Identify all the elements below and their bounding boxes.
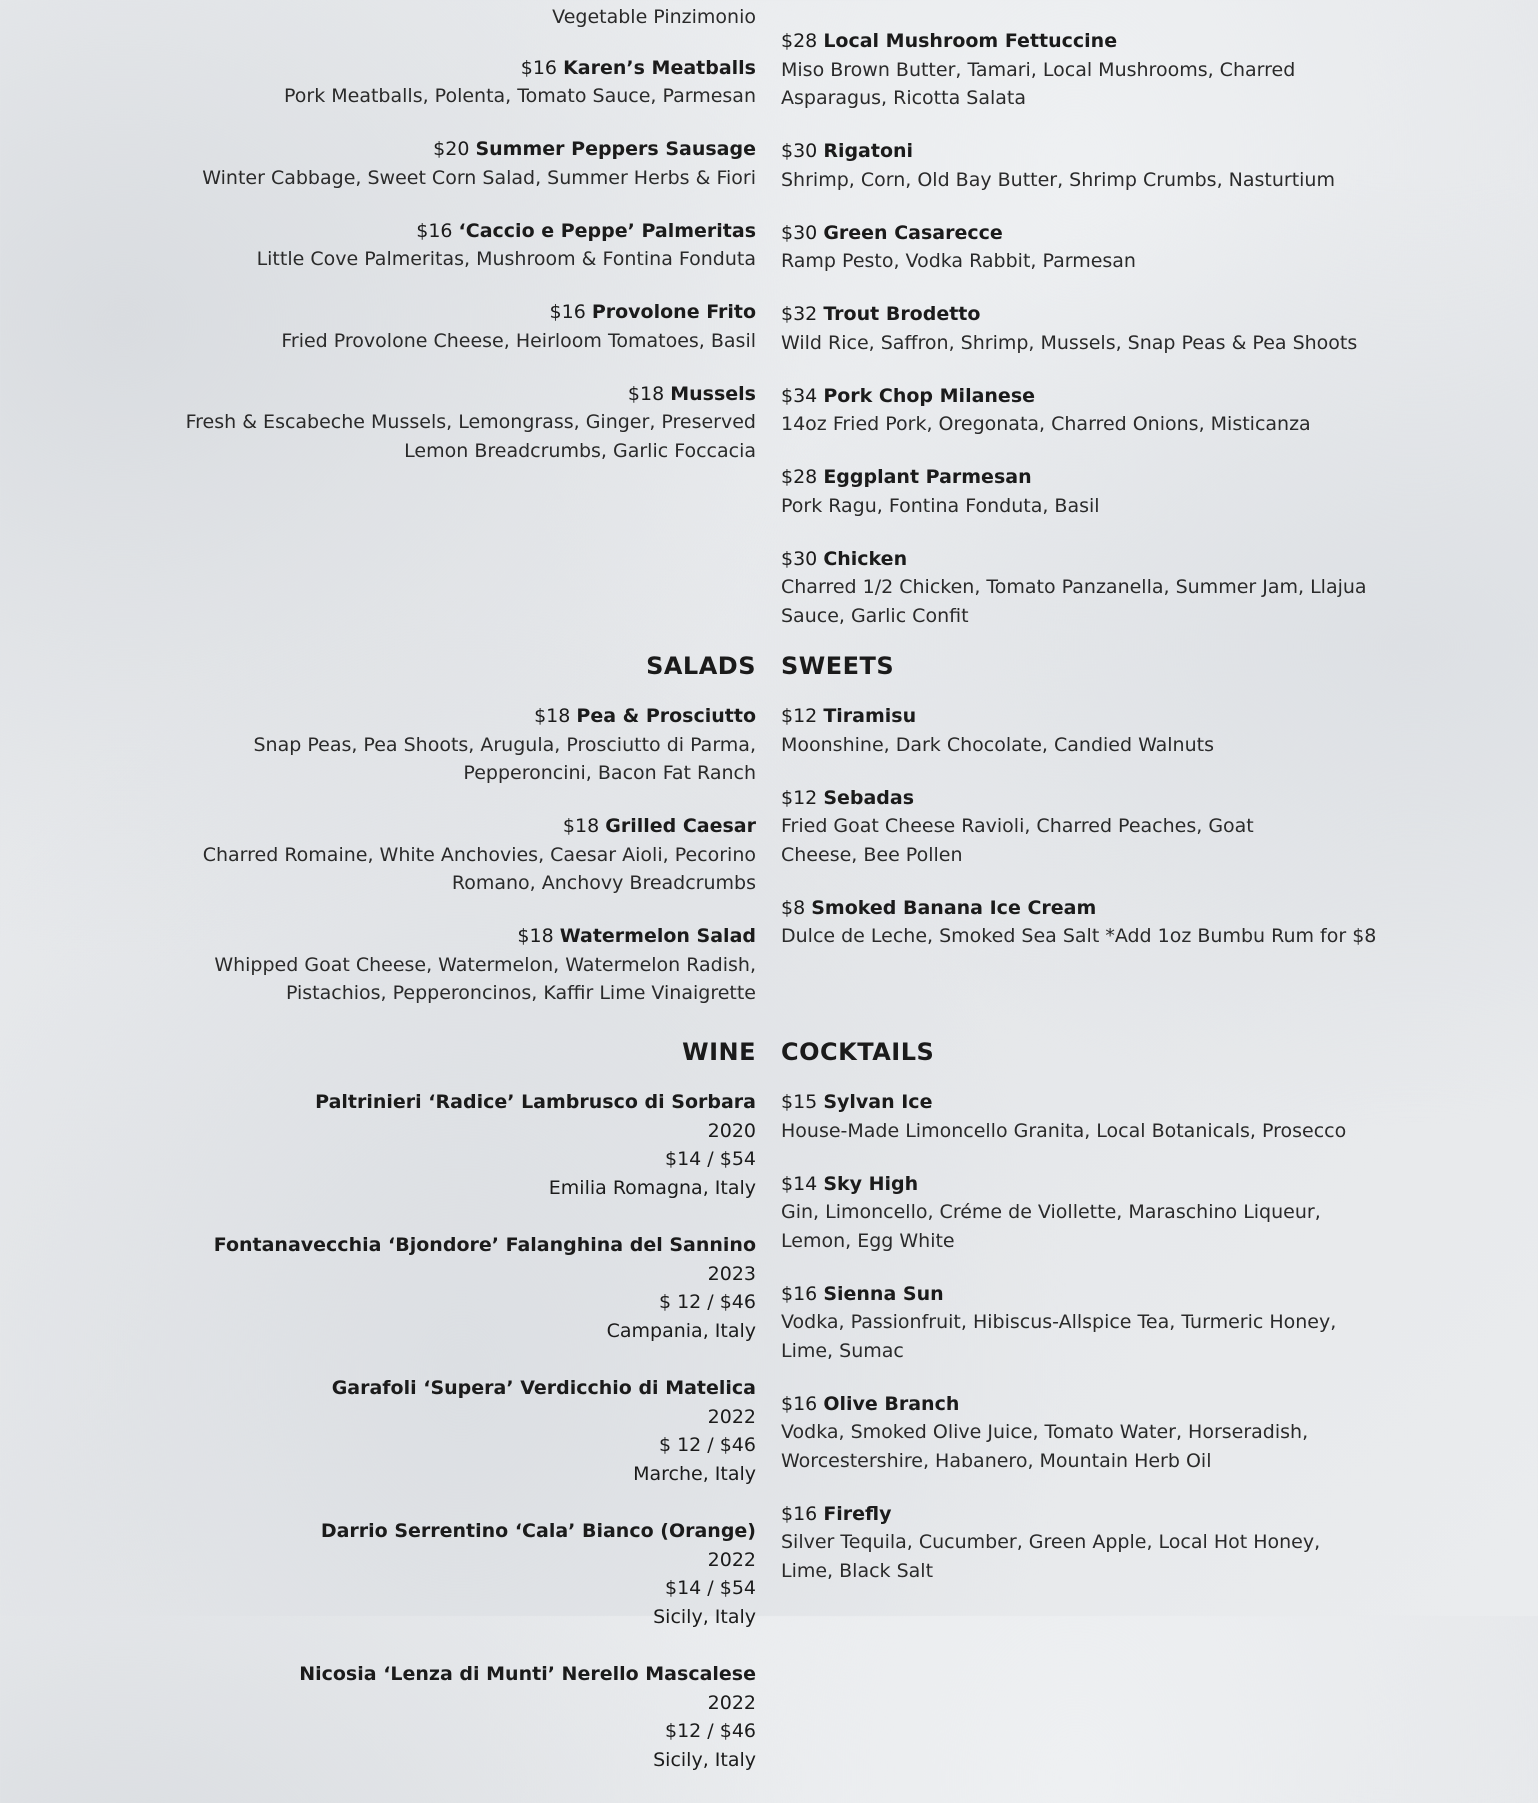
wine-region: Marche, Italy <box>633 1462 756 1485</box>
item-price: $18 <box>534 705 571 727</box>
item-price: $16 <box>520 56 558 79</box>
item-price: $28 <box>781 30 818 52</box>
wine-name: Fontanavecchia ‘Bjondore’ Falanghina del Sannino <box>213 1234 756 1256</box>
item-title <box>150 702 756 731</box>
item-name: Olive Branch <box>823 1392 960 1415</box>
wine-year: 2020 <box>707 1119 756 1142</box>
wine-year: 2022 <box>707 1691 756 1714</box>
wine-name: Paltrinieri ‘Radice’ Lambrusco di Sorbara <box>315 1091 756 1113</box>
item-desc: Wild Rice, Saffron, Shrimp, Mussels, Snap Peas & Pea Shoots <box>781 331 1358 354</box>
wine-year: 2022 <box>707 1405 756 1428</box>
menu-item <box>781 545 1401 631</box>
item-desc: Vodka, Smoked Olive Juice, Tomato Water, Horseradish, Worcestershire, Habanero, Mountain Herb Oil <box>781 1421 1309 1472</box>
menu-item <box>781 382 1401 439</box>
item-title <box>781 1390 1401 1419</box>
wine-title <box>150 1088 756 1145</box>
item-name: Sebadas <box>823 786 915 809</box>
item-price: $28 <box>781 466 818 488</box>
menu-item <box>781 463 1401 520</box>
wine-price: $ 12 / $46 <box>658 1291 756 1313</box>
item-desc: Pork Meatballs, Polenta, Tomato Sauce, Parmesan <box>284 85 756 107</box>
item-name: Grilled Caesar <box>605 815 756 837</box>
item-name: Firefly <box>823 1502 892 1525</box>
item-name: Sylvan Ice <box>823 1091 933 1113</box>
wine-section <box>150 1037 756 1803</box>
item-desc: Fried Goat Cheese Ravioli, Charred Peaches, Goat Cheese, Bee Pollen <box>781 815 1254 866</box>
item-name: Pea & Prosciutto <box>576 705 756 727</box>
section-heading-salads: SALADS <box>646 652 756 680</box>
wine-region: Sicily, Italy <box>653 1748 756 1771</box>
section-heading-wine: WINE <box>682 1038 756 1066</box>
item-name: Summer Peppers Sausage <box>475 138 756 160</box>
item-price: $12 <box>781 705 818 727</box>
item-price: $8 <box>781 896 806 919</box>
menu-item <box>781 702 1401 759</box>
item-name: Green Casarecce <box>823 221 1003 244</box>
wine-year: 2023 <box>707 1262 756 1285</box>
item-title <box>781 702 1401 731</box>
item-price: $18 <box>562 815 600 837</box>
item-title <box>150 812 756 841</box>
item-desc: Gin, Limoncello, Créme de Viollette, Maraschino Liqueur, Lemon, Egg White <box>781 1201 1321 1252</box>
wine-price: $14 / $54 <box>664 1148 756 1170</box>
wine-name: Garafoli ‘Supera’ Verdicchio di Matelica <box>331 1377 756 1399</box>
menu-item <box>150 702 756 788</box>
salads-section <box>150 651 756 1032</box>
menu-item <box>150 135 756 192</box>
item-name: Rigatoni <box>823 140 914 162</box>
item-price: $14 <box>781 1172 818 1195</box>
item-title <box>781 1280 1401 1309</box>
item-title <box>781 463 1401 492</box>
sweets-section <box>781 651 1401 975</box>
item-price: $30 <box>781 140 818 162</box>
menu-item <box>781 784 1401 870</box>
menu-item <box>150 217 756 274</box>
item-desc: Moonshine, Dark Chocolate, Candied Walnuts <box>781 733 1214 756</box>
item-desc: Snap Peas, Pea Shoots, Arugula, Prosciutto di Parma, Pepperoncini, Bacon Fat Ranch <box>253 733 756 784</box>
item-title <box>150 922 756 951</box>
item-price: $16 <box>549 301 586 323</box>
menu-item <box>781 27 1401 113</box>
menu-item <box>781 1170 1401 1256</box>
wine-price: $14 / $54 <box>664 1577 756 1599</box>
wine-item <box>150 1088 756 1202</box>
item-title <box>781 1170 1401 1199</box>
item-desc: Pork Ragu, Fontina Fonduta, Basil <box>781 494 1100 517</box>
menu-item <box>150 812 756 898</box>
section-heading-sweets: SWEETS <box>781 652 895 680</box>
wine-title <box>150 1517 756 1574</box>
right-column <box>781 0 1401 1582</box>
item-title <box>781 1088 1401 1117</box>
menu-item <box>150 54 756 111</box>
item-price: $16 <box>781 1282 818 1305</box>
item-price: $32 <box>781 303 818 325</box>
right-top-section <box>781 27 1401 630</box>
item-desc: Vegetable Pinzimonio <box>552 6 756 28</box>
menu-item-partial <box>150 3 756 32</box>
menu-item <box>781 1088 1401 1145</box>
item-desc: Charred Romaine, White Anchovies, Caesar Aioli, Pecorino Romano, Anchovy Breadcrumbs <box>202 843 756 894</box>
item-name: Smoked Banana Ice Cream <box>811 896 1097 919</box>
item-name: Watermelon Salad <box>559 925 756 947</box>
item-price: $20 <box>433 138 470 160</box>
item-name: Trout Brodetto <box>823 303 981 325</box>
item-desc: Fresh & Escabeche Mussels, Lemongrass, Ginger, Preserved Lemon Breadcrumbs, Garlic Foccacia <box>185 411 756 462</box>
item-desc: 14oz Fried Pork, Oregonata, Charred Onions, Misticanza <box>781 413 1311 435</box>
menu-item <box>781 219 1401 276</box>
menu-item <box>781 1500 1401 1586</box>
left-top-section <box>150 3 756 465</box>
item-title <box>150 217 756 246</box>
item-desc: Little Cove Palmeritas, Mushroom & Fontina Fonduta <box>256 248 756 270</box>
item-price: $30 <box>781 547 818 570</box>
wine-region: Emilia Romagna, Italy <box>548 1176 756 1199</box>
item-name: Mussels <box>670 382 756 405</box>
item-price: $18 <box>627 382 665 405</box>
item-desc: Ramp Pesto, Vodka Rabbit, Parmesan <box>781 250 1136 272</box>
wine-region: Campania, Italy <box>606 1319 756 1342</box>
wine-name: Nicosia ‘Lenza di Munti’ Nerello Mascalese <box>299 1663 756 1685</box>
cocktails-section <box>781 1037 1401 1610</box>
item-name: Karen’s Meatballs <box>563 56 756 79</box>
item-price: $16 <box>781 1392 818 1415</box>
item-desc: Dulce de Leche, Smoked Sea Salt *Add 1oz Bumbu Rum for $8 <box>781 925 1377 947</box>
item-desc: Vodka, Passionfruit, Hibiscus-Allspice Tea, Turmeric Honey, Lime, Sumac <box>781 1311 1337 1362</box>
wine-region: Sicily, Italy <box>653 1605 756 1628</box>
item-title <box>150 54 756 83</box>
wine-title <box>150 1374 756 1431</box>
item-name: Provolone Frito <box>591 301 756 323</box>
item-desc: Whipped Goat Cheese, Watermelon, Watermelon Radish, Pistachios, Pepperoncinos, Kaffir Lime Vinaigrette <box>214 953 756 1004</box>
item-price: $16 <box>781 1502 818 1525</box>
item-title <box>150 298 756 327</box>
item-price: $30 <box>781 221 818 244</box>
item-title <box>781 894 1401 923</box>
menu-item <box>781 1390 1401 1476</box>
wine-item <box>150 1660 756 1774</box>
item-name: Chicken <box>823 547 908 570</box>
item-title <box>781 382 1401 411</box>
item-title <box>150 380 756 409</box>
section-heading-cocktails: COCKTAILS <box>781 1038 935 1066</box>
item-title <box>781 27 1401 56</box>
wine-title <box>150 1660 756 1717</box>
menu-item <box>781 300 1401 357</box>
item-price: $16 <box>416 219 453 242</box>
item-desc: Charred 1/2 Chicken, Tomato Panzanella, Summer Jam, Llajua Sauce, Garlic Confit <box>781 576 1367 627</box>
wine-item <box>150 1517 756 1631</box>
item-desc: Fried Provolone Cheese, Heirloom Tomatoes, Basil <box>281 329 756 352</box>
wine-year: 2022 <box>707 1548 756 1571</box>
item-title <box>150 135 756 164</box>
item-price: $34 <box>781 384 818 407</box>
wine-item <box>150 1231 756 1345</box>
item-title <box>781 545 1401 574</box>
item-name: Sky High <box>823 1172 919 1195</box>
item-title <box>781 1500 1401 1529</box>
wine-price: $12 / $46 <box>664 1720 756 1742</box>
item-name: Pork Chop Milanese <box>823 384 1036 407</box>
item-desc: Miso Brown Butter, Tamari, Local Mushrooms, Charred Asparagus, Ricotta Salata <box>781 58 1296 109</box>
item-name: Local Mushroom Fettuccine <box>823 30 1118 52</box>
item-name: Eggplant Parmesan <box>823 466 1032 488</box>
item-name: Sienna Sun <box>823 1282 944 1305</box>
wine-price: $ 12 / $46 <box>658 1434 756 1456</box>
item-name: ‘Caccio e Peppe’ Palmeritas <box>458 219 756 242</box>
wine-title <box>150 1231 756 1288</box>
item-price: $18 <box>517 925 554 947</box>
item-title <box>781 137 1401 166</box>
item-name: Tiramisu <box>823 705 917 727</box>
item-desc: House-Made Limoncello Granita, Local Botanicals, Prosecco <box>781 1119 1347 1142</box>
item-price: $12 <box>781 786 818 809</box>
wine-item <box>150 1374 756 1488</box>
item-desc: Silver Tequila, Cucumber, Green Apple, Local Hot Honey, Lime, Black Salt <box>781 1531 1321 1582</box>
item-title <box>781 300 1401 329</box>
left-column <box>150 0 756 1771</box>
item-desc: Winter Cabbage, Sweet Corn Salad, Summer Herbs & Fiori <box>202 166 756 189</box>
menu-item <box>781 1280 1401 1366</box>
menu-item <box>781 137 1401 194</box>
wine-name: Darrio Serrentino ‘Cala’ Bianco (Orange) <box>320 1520 756 1542</box>
menu-item <box>150 922 756 1008</box>
menu-item <box>150 380 756 466</box>
item-price: $15 <box>781 1091 818 1113</box>
item-title <box>781 219 1401 248</box>
item-title <box>781 784 1401 813</box>
item-desc: Shrimp, Corn, Old Bay Butter, Shrimp Crumbs, Nasturtium <box>781 168 1335 191</box>
menu-item <box>781 894 1401 951</box>
menu-item <box>150 298 756 355</box>
